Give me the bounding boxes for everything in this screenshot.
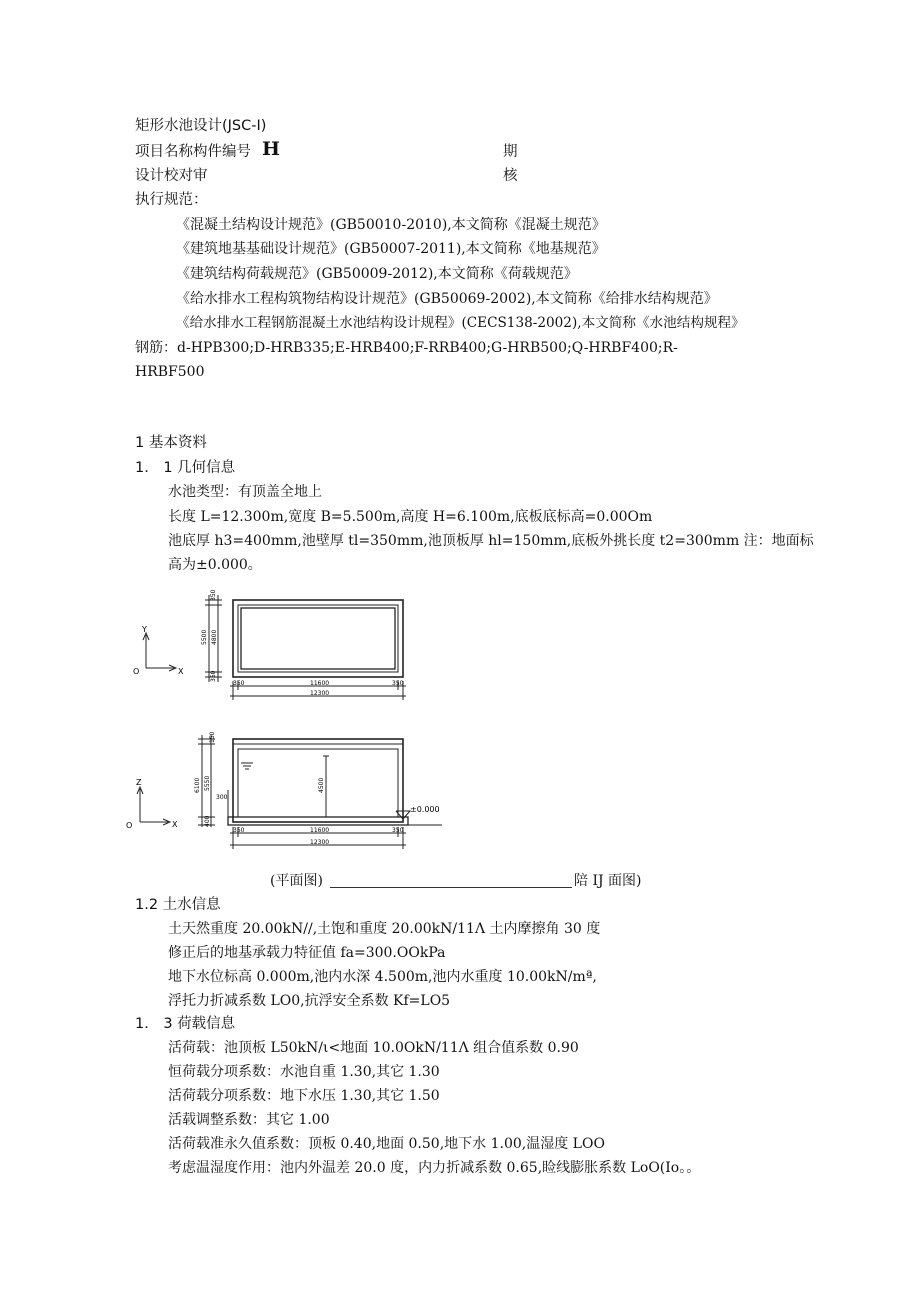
plan-dim-bottom-text: 12300 xyxy=(310,690,330,697)
axis-label-y: Y xyxy=(142,625,147,634)
geometry-line: 高为±0.000。 xyxy=(168,557,262,573)
loads-line: 活荷载：池顶板 L50kN/ι<地面 10.0OkN/11Λ 组合值系数 0.90 xyxy=(168,1040,579,1056)
geometry-title: 1. 1 几何信息 xyxy=(135,460,236,476)
section-dim-left-text: 5550 xyxy=(204,775,211,791)
geometry-line: 长度 L=12.300m,宽度 B=5.500m,高度 H=6.100m,底板底标高=0.00Om xyxy=(168,509,653,525)
doc-title: 矩形水池设计(JSC-I) xyxy=(135,118,267,134)
soil-line: 浮托力折减系数 LO0,抗浮安全系数 Kf=LO5 xyxy=(168,993,451,1009)
section-title: 1 基本资料 xyxy=(135,435,207,451)
design-row-right: 核 xyxy=(503,168,518,184)
norm-item: 《给水排水工程钢筋混凝土水池结构设计规程》(CECS138-2002),本文简称《水池结构规程》 xyxy=(176,315,745,331)
design-row-label: 设计校对审 xyxy=(135,168,208,184)
soil-line: 地下水位标高 0.000m,池内水深 4.500m,池内水重度 10.00kN/mª, xyxy=(168,969,597,985)
section-dim-left-text: 150 xyxy=(209,731,216,743)
section-dim-left-text: 400 xyxy=(204,815,211,827)
project-mark: H xyxy=(262,138,280,160)
caption-underline xyxy=(330,887,572,888)
norm-item: 《建筑地基基础设计规范》(GB50007-2011),本文简称《地基规范》 xyxy=(176,241,606,257)
loads-line: 活荷载分项系数：地下水压 1.30,其它 1.50 xyxy=(168,1088,440,1104)
loads-line: 活载调整系数：其它 1.00 xyxy=(168,1112,330,1128)
plan-dim-left-text: 4800 xyxy=(211,629,218,645)
axis-label-x: X xyxy=(172,820,178,829)
norm-item: 《混凝土结构设计规范》(GB50010-2010),本文简称《混凝土规范》 xyxy=(176,217,606,233)
axis-label-z: Z xyxy=(136,778,142,787)
soil-line: 土天然重度 20.00kN//,土饱和重度 20.00kN/11Λ 土内摩擦角 30 度 xyxy=(168,921,601,937)
norm-item: 《给水排水工程构筑物结构设计规范》(GB50069-2002),本文简称《给排水结构规范》 xyxy=(176,291,718,307)
soil-line: 修正后的地基承载力特征值 fa=300.OOkPa xyxy=(168,945,446,961)
side-dim-text: 300 xyxy=(216,794,228,801)
soil-title: 1.2 土水信息 xyxy=(135,897,221,913)
water-depth-text: 4500 xyxy=(318,777,325,793)
loads-line: 活荷载准永久值系数：顶板 0.40,地面 0.50,地下水 1.00,温湿度 LOO xyxy=(168,1136,605,1152)
plan-inner-rect xyxy=(241,608,395,669)
loads-title: 1. 3 荷载信息 xyxy=(135,1016,236,1032)
ground-level-text: ±0.000 xyxy=(410,805,440,814)
plan-dim-left-text: 350 xyxy=(210,670,217,682)
rebar-line-2: HRBF500 xyxy=(135,364,205,380)
geometry-line: 水池类型：有顶盖全地上 xyxy=(168,484,322,500)
norms-label: 执行规范： xyxy=(135,192,208,208)
plan-dim-bottom-text: 350 xyxy=(233,680,245,687)
norm-item: 《建筑结构荷载规范》(GB50009-2012),本文简称《荷载规范》 xyxy=(176,266,578,282)
project-row-right: 期 xyxy=(503,144,518,160)
section-dim-bottom-text: 12300 xyxy=(310,839,330,846)
plan-dim-bottom-text: 350 xyxy=(392,680,404,687)
axis-label-origin: O xyxy=(133,667,140,676)
plan-dim-left-text: 5500 xyxy=(201,629,208,645)
base-slab xyxy=(228,817,408,825)
loads-line: 考虑温湿度作用：池内外温差 20.0 度，内力折减系数 0.65,睑线膨胀系数 LoO(Io。。 xyxy=(168,1160,701,1176)
plan-dim-left-text: 350 xyxy=(210,589,217,601)
section-dim-bottom-text: 350 xyxy=(233,827,245,834)
plan-outer-rect xyxy=(233,600,403,677)
plan-mid-rect xyxy=(238,605,398,672)
axis-label-x: X xyxy=(178,667,184,676)
project-row-label: 项目名称构件编号 xyxy=(135,144,251,160)
plan-dim-bottom-text: 11600 xyxy=(310,680,330,687)
axis-label-origin: O xyxy=(126,821,133,830)
loads-line: 恒荷载分项系数：水池自重 1.30,其它 1.30 xyxy=(168,1064,440,1080)
section-figure xyxy=(126,727,450,862)
caption-plan: (平面图) xyxy=(270,873,323,889)
section-dim-bottom-text: 11600 xyxy=(310,827,330,834)
plan-figure xyxy=(130,585,430,705)
caption-section: 陪 IJ 面图) xyxy=(574,873,642,889)
section-dim-bottom-text: 350 xyxy=(392,827,404,834)
section-dim-left-text: 6100 xyxy=(194,777,201,793)
rebar-line-1: 钢筋：d-HPB300;D-HRB335;E-HRB400;F-RRB400;G-HRB500;Q-HRBF400;R- xyxy=(135,340,678,356)
geometry-line: 池底厚 h3=400mm,池壁厚 tl=350mm,池顶板厚 hl=150mm,底板外挑长度 t2=300mm 注：地面标 xyxy=(168,533,814,549)
